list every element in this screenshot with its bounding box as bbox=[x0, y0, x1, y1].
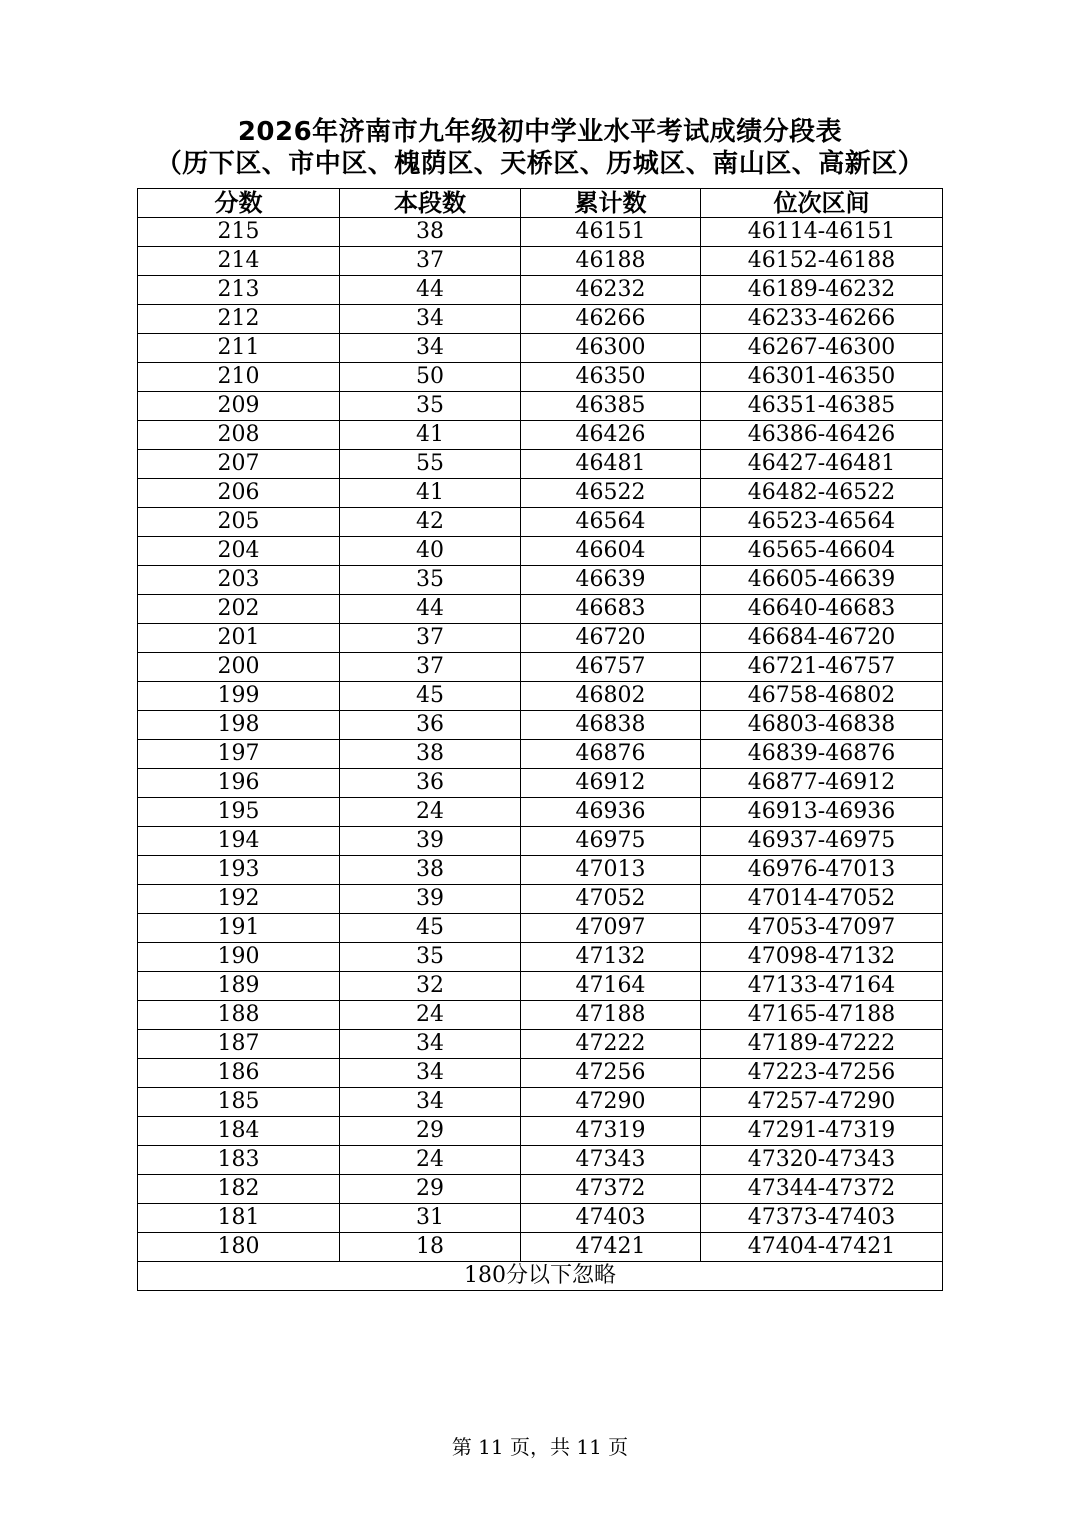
cell-rank-range: 47165-47188 bbox=[701, 1001, 943, 1030]
cell-rank-range: 47291-47319 bbox=[701, 1117, 943, 1146]
table-header-row bbox=[138, 189, 943, 218]
cell-rank-range: 46721-46757 bbox=[701, 653, 943, 682]
cell-segment-count: 41 bbox=[340, 479, 521, 508]
cell-score: 189 bbox=[138, 972, 340, 1001]
cell-rank-range: 46152-46188 bbox=[701, 247, 943, 276]
cell-cumulative-count: 46151 bbox=[521, 218, 701, 247]
cell-rank-range: 46482-46522 bbox=[701, 479, 943, 508]
cell-segment-count: 29 bbox=[340, 1117, 521, 1146]
cell-score: 202 bbox=[138, 595, 340, 624]
cell-segment-count: 29 bbox=[340, 1175, 521, 1204]
cell-score: 195 bbox=[138, 798, 340, 827]
cell-cumulative-count: 47097 bbox=[521, 914, 701, 943]
cell-segment-count: 34 bbox=[340, 334, 521, 363]
cell-cumulative-count: 46802 bbox=[521, 682, 701, 711]
cell-rank-range: 46976-47013 bbox=[701, 856, 943, 885]
cell-cumulative-count: 46912 bbox=[521, 769, 701, 798]
table-row bbox=[138, 624, 943, 653]
cell-rank-range: 47373-47403 bbox=[701, 1204, 943, 1233]
cell-segment-count: 31 bbox=[340, 1204, 521, 1233]
cell-score: 199 bbox=[138, 682, 340, 711]
table-row bbox=[138, 1088, 943, 1117]
cell-cumulative-count: 46426 bbox=[521, 421, 701, 450]
table-row bbox=[138, 595, 943, 624]
cell-segment-count: 55 bbox=[340, 450, 521, 479]
table-row bbox=[138, 1233, 943, 1262]
cell-segment-count: 36 bbox=[340, 711, 521, 740]
cell-score: 186 bbox=[138, 1059, 340, 1088]
table-row bbox=[138, 247, 943, 276]
table-row bbox=[138, 914, 943, 943]
table-row bbox=[138, 276, 943, 305]
table-row bbox=[138, 1175, 943, 1204]
cell-rank-range: 46803-46838 bbox=[701, 711, 943, 740]
cell-segment-count: 38 bbox=[340, 740, 521, 769]
cell-rank-range: 47257-47290 bbox=[701, 1088, 943, 1117]
cell-score: 180 bbox=[138, 1233, 340, 1262]
cell-rank-range: 46605-46639 bbox=[701, 566, 943, 595]
cell-cumulative-count: 47403 bbox=[521, 1204, 701, 1233]
cell-segment-count: 34 bbox=[340, 1030, 521, 1059]
cell-rank-range: 46267-46300 bbox=[701, 334, 943, 363]
cell-segment-count: 39 bbox=[340, 885, 521, 914]
table-row bbox=[138, 1117, 943, 1146]
cell-score: 196 bbox=[138, 769, 340, 798]
cell-score: 183 bbox=[138, 1146, 340, 1175]
cell-score: 205 bbox=[138, 508, 340, 537]
cell-cumulative-count: 47132 bbox=[521, 943, 701, 972]
cell-rank-range: 47053-47097 bbox=[701, 914, 943, 943]
table-row bbox=[138, 682, 943, 711]
cell-rank-range: 46351-46385 bbox=[701, 392, 943, 421]
cell-segment-count: 38 bbox=[340, 856, 521, 885]
table-footer bbox=[138, 1262, 943, 1291]
cell-cumulative-count: 46481 bbox=[521, 450, 701, 479]
cell-cumulative-count: 46876 bbox=[521, 740, 701, 769]
cell-rank-range: 47098-47132 bbox=[701, 943, 943, 972]
cell-rank-range: 46758-46802 bbox=[701, 682, 943, 711]
cell-score: 187 bbox=[138, 1030, 340, 1059]
cell-cumulative-count: 47290 bbox=[521, 1088, 701, 1117]
cell-segment-count: 35 bbox=[340, 566, 521, 595]
cell-cumulative-count: 46683 bbox=[521, 595, 701, 624]
cell-cumulative-count: 47164 bbox=[521, 972, 701, 1001]
cell-score: 207 bbox=[138, 450, 340, 479]
cell-score: 182 bbox=[138, 1175, 340, 1204]
page-number: 第 11 页，共 11 页 bbox=[451, 1435, 629, 1459]
table-row bbox=[138, 479, 943, 508]
cell-score: 191 bbox=[138, 914, 340, 943]
table-row bbox=[138, 421, 943, 450]
cell-rank-range: 47404-47421 bbox=[701, 1233, 943, 1262]
cell-segment-count: 24 bbox=[340, 798, 521, 827]
cell-segment-count: 41 bbox=[340, 421, 521, 450]
cell-segment-count: 37 bbox=[340, 653, 521, 682]
cell-score: 215 bbox=[138, 218, 340, 247]
score-distribution-table bbox=[137, 188, 943, 1291]
cell-segment-count: 34 bbox=[340, 305, 521, 334]
table-row bbox=[138, 943, 943, 972]
cell-cumulative-count: 47013 bbox=[521, 856, 701, 885]
cell-segment-count: 45 bbox=[340, 914, 521, 943]
cell-cumulative-count: 46350 bbox=[521, 363, 701, 392]
cell-segment-count: 34 bbox=[340, 1059, 521, 1088]
cell-cumulative-count: 47343 bbox=[521, 1146, 701, 1175]
cell-cumulative-count: 46385 bbox=[521, 392, 701, 421]
cell-cumulative-count: 47222 bbox=[521, 1030, 701, 1059]
cell-cumulative-count: 46757 bbox=[521, 653, 701, 682]
header-cumulative-count: 累计数 bbox=[521, 189, 701, 218]
cell-rank-range: 46189-46232 bbox=[701, 276, 943, 305]
table-footnote-row bbox=[138, 1262, 943, 1291]
cell-score: 184 bbox=[138, 1117, 340, 1146]
cell-segment-count: 42 bbox=[340, 508, 521, 537]
table-row bbox=[138, 885, 943, 914]
cell-segment-count: 32 bbox=[340, 972, 521, 1001]
cell-score: 213 bbox=[138, 276, 340, 305]
cell-cumulative-count: 46975 bbox=[521, 827, 701, 856]
cell-cumulative-count: 46639 bbox=[521, 566, 701, 595]
cell-score: 203 bbox=[138, 566, 340, 595]
cell-segment-count: 18 bbox=[340, 1233, 521, 1262]
table-row bbox=[138, 827, 943, 856]
cell-score: 181 bbox=[138, 1204, 340, 1233]
cell-score: 197 bbox=[138, 740, 340, 769]
table-footnote: 180分以下忽略 bbox=[138, 1262, 943, 1291]
document-subtitle: （历下区、市中区、槐荫区、天桥区、历城区、南山区、高新区） bbox=[155, 149, 925, 179]
table-row bbox=[138, 1059, 943, 1088]
cell-rank-range: 46839-46876 bbox=[701, 740, 943, 769]
cell-cumulative-count: 46300 bbox=[521, 334, 701, 363]
cell-segment-count: 24 bbox=[340, 1146, 521, 1175]
table-row bbox=[138, 334, 943, 363]
cell-cumulative-count: 47421 bbox=[521, 1233, 701, 1262]
cell-score: 194 bbox=[138, 827, 340, 856]
cell-cumulative-count: 46936 bbox=[521, 798, 701, 827]
cell-score: 188 bbox=[138, 1001, 340, 1030]
cell-cumulative-count: 46720 bbox=[521, 624, 701, 653]
cell-rank-range: 46114-46151 bbox=[701, 218, 943, 247]
table-row bbox=[138, 653, 943, 682]
cell-rank-range: 47014-47052 bbox=[701, 885, 943, 914]
cell-rank-range: 46640-46683 bbox=[701, 595, 943, 624]
cell-cumulative-count: 47256 bbox=[521, 1059, 701, 1088]
cell-segment-count: 34 bbox=[340, 1088, 521, 1117]
cell-score: 185 bbox=[138, 1088, 340, 1117]
cell-rank-range: 46913-46936 bbox=[701, 798, 943, 827]
cell-rank-range: 47320-47343 bbox=[701, 1146, 943, 1175]
cell-score: 210 bbox=[138, 363, 340, 392]
cell-cumulative-count: 47188 bbox=[521, 1001, 701, 1030]
cell-segment-count: 38 bbox=[340, 218, 521, 247]
cell-rank-range: 47133-47164 bbox=[701, 972, 943, 1001]
cell-score: 212 bbox=[138, 305, 340, 334]
table-row bbox=[138, 566, 943, 595]
cell-score: 214 bbox=[138, 247, 340, 276]
cell-score: 193 bbox=[138, 856, 340, 885]
cell-segment-count: 40 bbox=[340, 537, 521, 566]
cell-rank-range: 46937-46975 bbox=[701, 827, 943, 856]
header-rank-range: 位次区间 bbox=[701, 189, 943, 218]
cell-rank-range: 47223-47256 bbox=[701, 1059, 943, 1088]
cell-cumulative-count: 47372 bbox=[521, 1175, 701, 1204]
cell-rank-range: 46877-46912 bbox=[701, 769, 943, 798]
table-row bbox=[138, 740, 943, 769]
cell-cumulative-count: 47052 bbox=[521, 885, 701, 914]
cell-rank-range: 46233-46266 bbox=[701, 305, 943, 334]
document-title: 2026年济南市九年级初中学业水平考试成绩分段表 bbox=[237, 117, 843, 147]
cell-segment-count: 37 bbox=[340, 247, 521, 276]
cell-score: 201 bbox=[138, 624, 340, 653]
cell-segment-count: 50 bbox=[340, 363, 521, 392]
table-body bbox=[138, 218, 943, 1262]
cell-segment-count: 36 bbox=[340, 769, 521, 798]
cell-segment-count: 39 bbox=[340, 827, 521, 856]
cell-rank-range: 47344-47372 bbox=[701, 1175, 943, 1204]
cell-rank-range: 47189-47222 bbox=[701, 1030, 943, 1059]
cell-cumulative-count: 46838 bbox=[521, 711, 701, 740]
cell-segment-count: 44 bbox=[340, 595, 521, 624]
table-row bbox=[138, 711, 943, 740]
cell-rank-range: 46523-46564 bbox=[701, 508, 943, 537]
table-row bbox=[138, 392, 943, 421]
cell-score: 211 bbox=[138, 334, 340, 363]
table-row bbox=[138, 218, 943, 247]
cell-cumulative-count: 47319 bbox=[521, 1117, 701, 1146]
table-row bbox=[138, 1001, 943, 1030]
cell-score: 209 bbox=[138, 392, 340, 421]
cell-cumulative-count: 46188 bbox=[521, 247, 701, 276]
cell-segment-count: 35 bbox=[340, 943, 521, 972]
table-row bbox=[138, 1030, 943, 1059]
header-segment-count: 本段数 bbox=[340, 189, 521, 218]
cell-rank-range: 46565-46604 bbox=[701, 537, 943, 566]
cell-score: 190 bbox=[138, 943, 340, 972]
cell-rank-range: 46684-46720 bbox=[701, 624, 943, 653]
table-row bbox=[138, 508, 943, 537]
header-score: 分数 bbox=[138, 189, 340, 218]
cell-segment-count: 37 bbox=[340, 624, 521, 653]
table-row bbox=[138, 537, 943, 566]
cell-rank-range: 46301-46350 bbox=[701, 363, 943, 392]
table-row bbox=[138, 856, 943, 885]
cell-score: 198 bbox=[138, 711, 340, 740]
cell-score: 200 bbox=[138, 653, 340, 682]
table-row bbox=[138, 305, 943, 334]
cell-score: 192 bbox=[138, 885, 340, 914]
table-row bbox=[138, 1146, 943, 1175]
table-row bbox=[138, 769, 943, 798]
cell-rank-range: 46427-46481 bbox=[701, 450, 943, 479]
cell-segment-count: 44 bbox=[340, 276, 521, 305]
cell-cumulative-count: 46522 bbox=[521, 479, 701, 508]
cell-cumulative-count: 46564 bbox=[521, 508, 701, 537]
cell-cumulative-count: 46232 bbox=[521, 276, 701, 305]
table-row bbox=[138, 450, 943, 479]
cell-rank-range: 46386-46426 bbox=[701, 421, 943, 450]
cell-segment-count: 35 bbox=[340, 392, 521, 421]
table-row bbox=[138, 1204, 943, 1233]
table-header bbox=[138, 189, 943, 218]
cell-cumulative-count: 46266 bbox=[521, 305, 701, 334]
cell-segment-count: 45 bbox=[340, 682, 521, 711]
cell-score: 204 bbox=[138, 537, 340, 566]
table-row bbox=[138, 972, 943, 1001]
cell-cumulative-count: 46604 bbox=[521, 537, 701, 566]
cell-score: 206 bbox=[138, 479, 340, 508]
table-row bbox=[138, 363, 943, 392]
table-row bbox=[138, 798, 943, 827]
cell-score: 208 bbox=[138, 421, 340, 450]
cell-segment-count: 24 bbox=[340, 1001, 521, 1030]
